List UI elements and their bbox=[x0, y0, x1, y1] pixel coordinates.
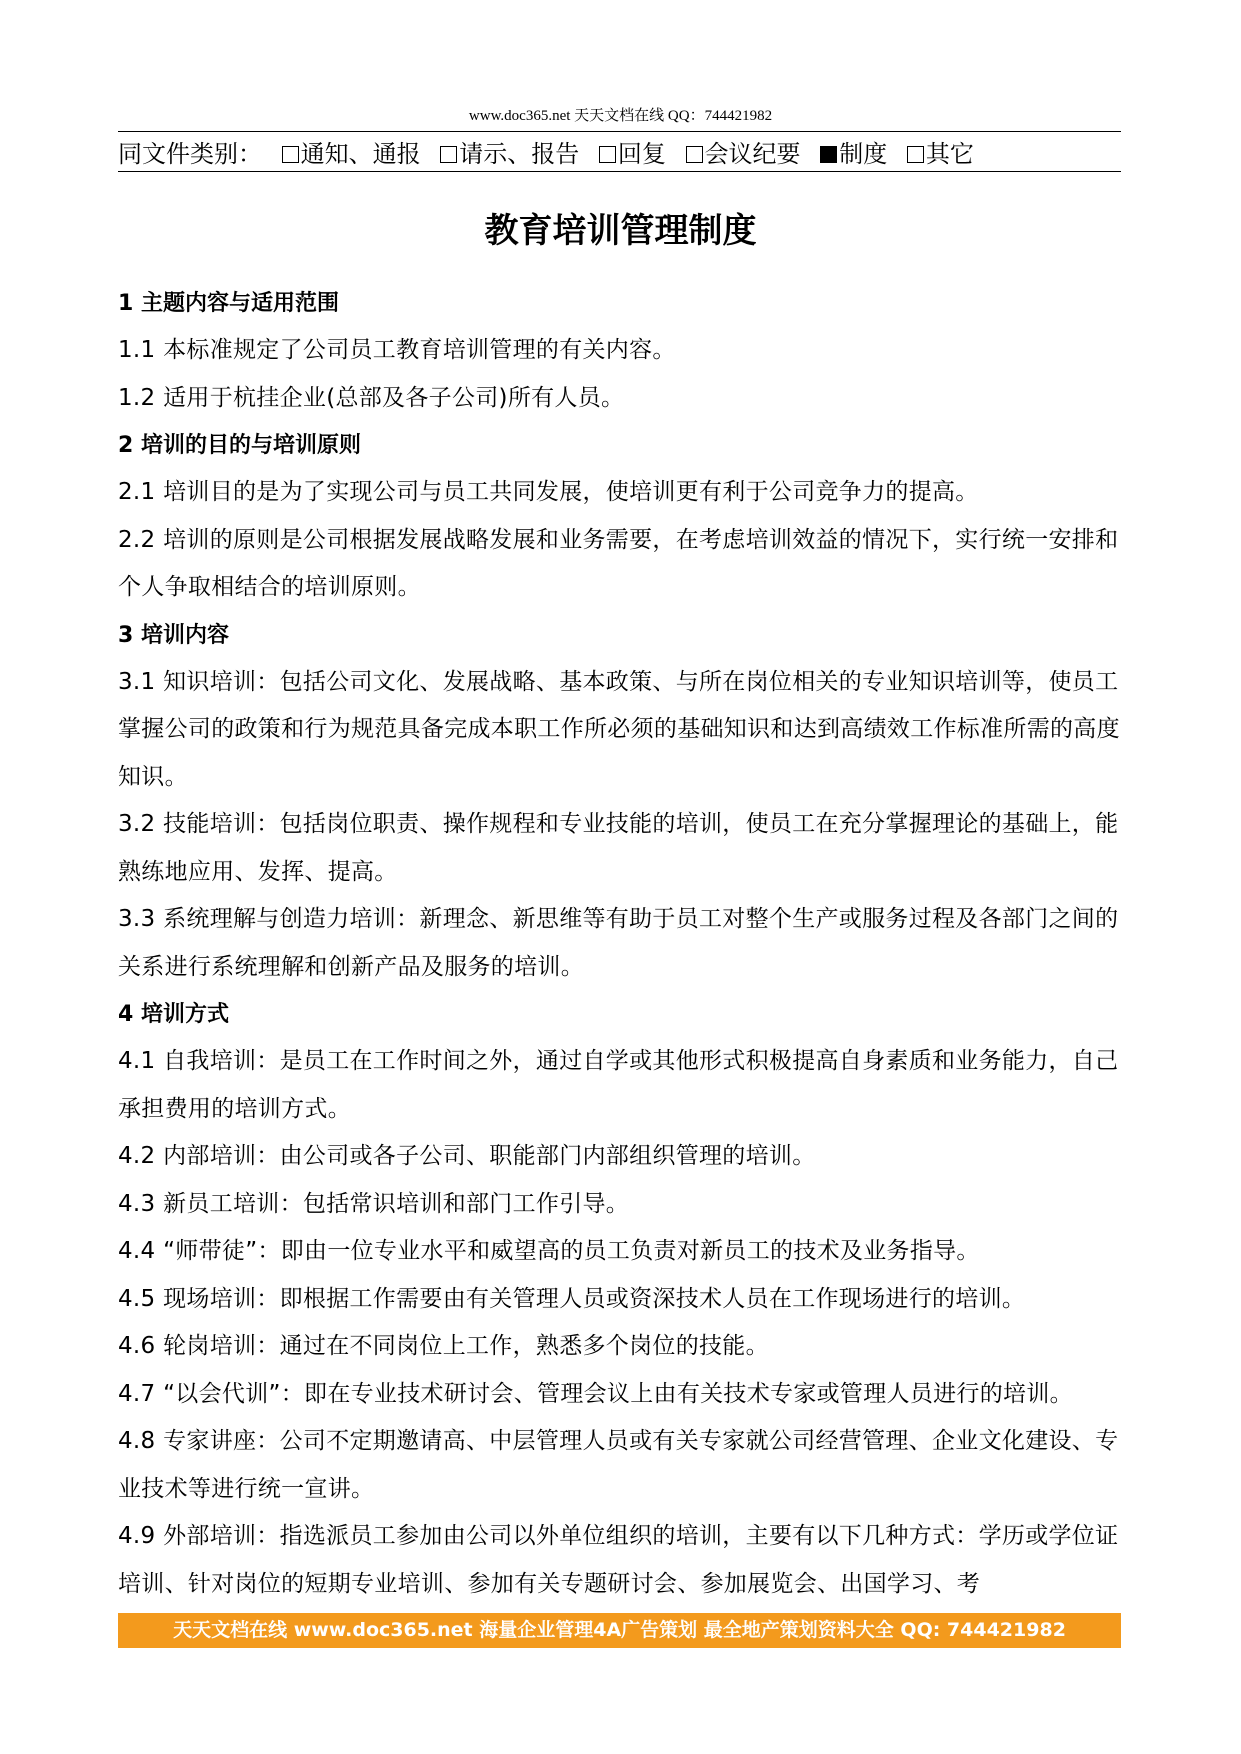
paragraph: 2.2 培训的原则是公司根据发展战略发展和业务需要，在考虑培训效益的情况下，实行统一安排和个人争取相结合的培训原则。 bbox=[118, 526, 1119, 600]
site-header: www.doc365.net 天天文档在线 QQ：744421982 bbox=[468, 108, 773, 124]
paragraph: 3.1 知识培训：包括公司文化、发展战略、基本政策、与所在岗位相关的专业知识培训等，使员工掌握公司的政策和行为规范具备完成本职工作所必须的基础知识和达到高绩效工作标准所需的高度知识。 bbox=[118, 668, 1120, 790]
category-option-other: 其它 bbox=[907, 140, 974, 168]
category-option-request: 请示、报告 bbox=[440, 140, 579, 168]
section-heading: 3 培训内容 bbox=[118, 622, 229, 648]
paragraph: 4.1 自我培训：是员工在工作时间之外，通过自学或其他形式积极提高自身素质和业务能力，自己承担费用的培训方式。 bbox=[118, 1048, 1119, 1122]
checkbox-icon bbox=[440, 146, 457, 163]
paragraph: 4.8 专家讲座：公司不定期邀请高、中层管理人员或有关专家就公司经营管理、企业文化建设、专业技术等进行统一宣讲。 bbox=[118, 1428, 1119, 1502]
footer-banner: 天天文档在线 www.doc365.net 海量企业管理4A广告策划 最全地产策划资料大全 QQ: 744421982 bbox=[118, 1613, 1121, 1648]
paragraph: 3.3 系统理解与创造力培训：新理念、新思维等有助于员工对整个生产或服务过程及各部门之间的关系进行系统理解和创新产品及服务的培训。 bbox=[118, 906, 1119, 980]
paragraph: 4.2 内部培训：由公司或各子公司、职能部门内部组织管理的培训。 bbox=[118, 1143, 816, 1169]
category-divider bbox=[118, 171, 1121, 172]
header-divider bbox=[118, 131, 1121, 132]
checkbox-icon bbox=[599, 146, 616, 163]
paragraph: 3.2 技能培训：包括岗位职责、操作规程和专业技能的培训，使员工在充分掌握理论的基础上，能熟练地应用、发挥、提高。 bbox=[118, 811, 1119, 885]
document-title: 教育培训管理制度 bbox=[484, 211, 757, 251]
category-option-reply: 回复 bbox=[599, 140, 666, 168]
section-heading: 2 培训的目的与培训原则 bbox=[118, 433, 361, 458]
paragraph: 1.1 本标准规定了公司员工教育培训管理的有关内容。 bbox=[118, 337, 676, 363]
category-option-notice: 通知、通报 bbox=[282, 140, 421, 168]
paragraph: 4.4 “师带徒”：即由一位专业水平和威望高的员工负责对新员工的技术及业务指导。 bbox=[118, 1238, 980, 1264]
checkbox-icon bbox=[907, 146, 924, 163]
checkbox-icon bbox=[686, 146, 703, 163]
checkbox-checked-icon bbox=[820, 146, 837, 163]
category-row bbox=[118, 134, 974, 169]
paragraph: 4.3 新员工培训：包括常识培训和部门工作引导。 bbox=[118, 1190, 630, 1217]
section-heading: 4 培训方式 bbox=[118, 1002, 229, 1027]
paragraph: 4.9 外部培训：指选派员工参加由公司以外单位组织的培训，主要有以下几种方式：学历或学位证培训、针对岗位的短期专业培训、参加有关专题研讨会、参加展览会、出国学习、考 bbox=[118, 1523, 1119, 1597]
category-option-regulation: 制度 bbox=[820, 140, 887, 168]
paragraph: 4.6 轮岗培训：通过在不同岗位上工作，熟悉多个岗位的技能。 bbox=[118, 1333, 769, 1359]
paragraph: 4.7 “以会代训”：即在专业技术研讨会、管理会议上由有关技术专家或管理人员进行的培训。 bbox=[118, 1380, 1073, 1407]
category-label: 同文件类别： bbox=[118, 140, 262, 168]
paragraph: 4.5 现场培训：即根据工作需要由有关管理人员或资深技术人员在工作现场进行的培训。 bbox=[118, 1285, 1026, 1312]
paragraph: 1.2 适用于杭挂企业(总部及各子公司)所有人员。 bbox=[118, 384, 625, 411]
paragraph: 2.1 培训目的是为了实现公司与员工共同发展，使培训更有利于公司竞争力的提高。 bbox=[118, 479, 979, 505]
section-heading: 1 主题内容与适用范围 bbox=[118, 291, 339, 316]
document-body bbox=[118, 280, 1128, 1608]
category-option-minutes: 会议纪要 bbox=[686, 140, 801, 168]
checkbox-icon bbox=[282, 146, 299, 163]
